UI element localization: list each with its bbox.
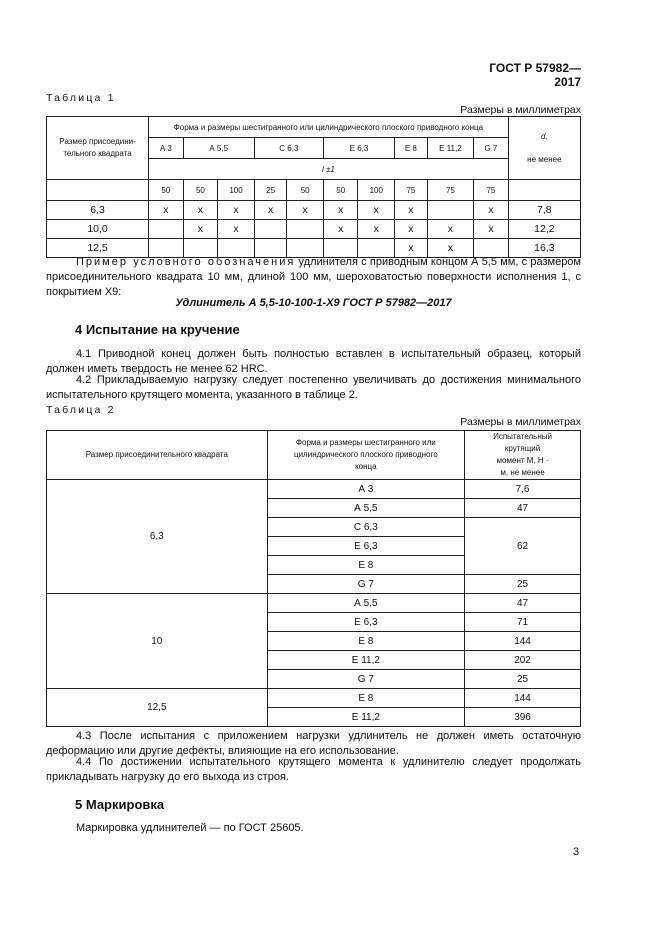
t1-mark: x [323, 201, 358, 220]
t1-empty [47, 180, 149, 201]
t1-mark: x [183, 220, 218, 239]
t1-length: 75 [474, 180, 509, 201]
t2-form: А 5,5 [267, 499, 464, 518]
t1-length: 50 [323, 180, 358, 201]
t1-form: Е 11,2 [427, 138, 473, 159]
t1-header-d [508, 117, 580, 180]
t2-form: А 3 [267, 480, 464, 499]
t1-length: 100 [358, 180, 395, 201]
table-row [47, 480, 581, 499]
t1-square: 12,5 [47, 239, 149, 258]
table-row [47, 689, 581, 708]
table1-units: Размеры в миллиметрах [460, 104, 581, 116]
t2-torque: 47 [465, 499, 581, 518]
section4-title: 4 Испытание на кручение [75, 322, 240, 337]
t2-form: Е 11,2 [267, 708, 464, 727]
t2-torque: 144 [465, 689, 581, 708]
t1-mark: x [395, 201, 428, 220]
t2-torque: 62 [465, 518, 581, 575]
section4-p4: 4.4 По достижении испытательного крутящего момента к удлинителю следует продолжать прикладывать нагрузку до его выхода из строя. [46, 756, 581, 783]
t2-square: 12,5 [47, 689, 268, 727]
t1-form: А 3 [149, 138, 184, 159]
t1-mark: x [287, 201, 324, 220]
t1-mark: x [395, 220, 428, 239]
t2-torque: 71 [465, 613, 581, 632]
t2-torque: 202 [465, 651, 581, 670]
example-paragraph [46, 255, 581, 300]
t2-form: Е 8 [267, 689, 464, 708]
t1-mark: x [183, 201, 218, 220]
t2-form: G 7 [267, 575, 464, 594]
t1-empty [508, 180, 580, 201]
t1-d: 16,3 [508, 239, 580, 258]
t2-torque: 47 [465, 594, 581, 613]
t1-mark [287, 220, 324, 239]
t1-square: 6,3 [47, 201, 149, 220]
t1-mark [149, 220, 184, 239]
t2-torque: 144 [465, 632, 581, 651]
t1-length: 25 [254, 180, 287, 201]
t1-mark: x [474, 220, 509, 239]
t2-square: 6,3 [47, 480, 268, 594]
table1-caption: Таблица 1 [46, 92, 116, 104]
t1-d-note: не менее [527, 155, 562, 164]
example-text: удлинителя с приводным концом А 5,5 мм, с размером присоединительного квадрата 10 мм, длиной 100 мм, шероховатостью поверхности исполнения 1, с покрытием Х9: [46, 256, 581, 298]
t2-form: А 5,5 [267, 594, 464, 613]
t1-form: G 7 [474, 138, 509, 159]
section5-p1: Маркировка удлинителей — по ГОСТ 25605. [76, 822, 304, 834]
t1-d-symbol: d, [541, 132, 548, 141]
t1-length: 50 [287, 180, 324, 201]
t1-mark: x [358, 201, 395, 220]
t1-mark: x [254, 201, 287, 220]
t1-form: Е 6,3 [323, 138, 394, 159]
t2-form: Е 11,2 [267, 651, 464, 670]
t2-header-torque: Испытательный крутящий момент М, Н · м, не менее [465, 431, 581, 480]
t1-d: 12,2 [508, 220, 580, 239]
example-designation: Удлинитель А 5,5-10-100-1-Х9 ГОСТ Р 57982—2017 [175, 297, 452, 309]
table-row [47, 220, 581, 239]
t1-header-forms: Форма и размеры шестигранного или цилиндрического плоского приводного конца [149, 117, 509, 138]
t2-form: Е 8 [267, 556, 464, 575]
example-lead: Пример условного обозначения [76, 256, 296, 268]
t1-length: 75 [427, 180, 473, 201]
t2-torque: 7,6 [465, 480, 581, 499]
t1-form: А 5,5 [183, 138, 254, 159]
t1-length: 75 [395, 180, 428, 201]
t1-mark: x [218, 220, 255, 239]
t1-d: 7,8 [508, 201, 580, 220]
t1-mark: x [358, 220, 395, 239]
t1-header-square: Размер присоедини-тельного квадрата [47, 117, 149, 180]
page-number: 3 [573, 846, 580, 858]
t1-form: С 6,3 [254, 138, 323, 159]
standard-number: ГОСТ Р 57982—2017 [489, 61, 581, 89]
table2 [46, 430, 581, 727]
table-row [47, 594, 581, 613]
t1-mark: x [427, 239, 473, 258]
t2-form: Е 8 [267, 632, 464, 651]
t2-header-form: Форма и размеры шестигранного или цилиндрического плоского приводного конца [267, 431, 464, 480]
section4-p1: 4.1 Приводной конец должен быть полностью вставлен в испытательный образец, который должен иметь твердость не менее 62 HRC. [46, 348, 581, 375]
table-row [47, 201, 581, 220]
t2-square: 10 [47, 594, 268, 689]
t2-form: С 6,3 [267, 518, 464, 537]
t2-form: G 7 [267, 670, 464, 689]
t2-torque: 25 [465, 575, 581, 594]
t2-torque: 25 [465, 670, 581, 689]
t1-mark: x [474, 201, 509, 220]
t1-mark [254, 220, 287, 239]
section5-title: 5 Маркировка [75, 797, 165, 812]
section4-p2: 4.2 Прикладываемую нагрузку следует постепенно увеличивать до достижения минимального испытательного крутящего момента, указанного в таблице 2. [46, 374, 581, 401]
t1-form: Е 8 [395, 138, 428, 159]
t1-mark: x [218, 201, 255, 220]
table2-caption: Таблица 2 [46, 404, 116, 416]
t2-form: Е 6,3 [267, 613, 464, 632]
section4-p3: 4.3 После испытания с приложением нагрузки удлинитель не должен иметь остаточную деформацию или другие дефекты, влияющие на его использование. [46, 730, 581, 757]
t2-header-square: Размер присоединительного квадрата [47, 431, 268, 480]
table2-units: Размеры в миллиметрах [460, 416, 581, 428]
t1-length: 50 [183, 180, 218, 201]
t1-length: 50 [149, 180, 184, 201]
table1 [46, 116, 581, 258]
t1-mark: x [149, 201, 184, 220]
t2-form: Е 6,3 [267, 537, 464, 556]
t2-torque: 396 [465, 708, 581, 727]
t1-mark: x [395, 239, 428, 258]
t1-length: 100 [218, 180, 255, 201]
t1-mark: x [323, 220, 358, 239]
t1-square: 10,0 [47, 220, 149, 239]
t1-mark: x [427, 220, 473, 239]
t1-l-label: l ±1 [149, 159, 509, 180]
t1-mark [427, 201, 473, 220]
